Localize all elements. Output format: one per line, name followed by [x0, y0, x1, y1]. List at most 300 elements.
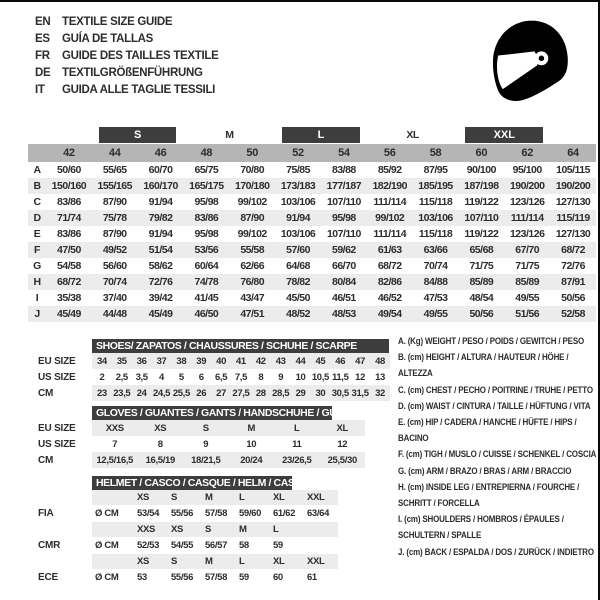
measurement-cell: 12 — [355, 371, 366, 383]
measurement-cell: 43/47 — [240, 292, 265, 304]
measurement-cell: 57/58 — [205, 508, 228, 519]
measurement-cell: 6 — [198, 371, 204, 383]
measurement-cell: 76/80 — [229, 274, 275, 290]
measurement-cell: 53/56 — [183, 242, 229, 258]
legend-item: A. (Kg) WEIGHT / PESO / POIDS / GEWITCH / PESO — [398, 336, 585, 347]
row-label: CM — [38, 454, 54, 466]
measurement-cell: 95/98 — [321, 210, 367, 226]
size-col-header: 56 — [367, 144, 413, 162]
measurement-cell: 16,5/19 — [138, 452, 184, 468]
table-title-row — [30, 405, 365, 420]
measurement-cell: 87/90 — [102, 196, 127, 208]
measurement-cell: L — [274, 420, 320, 436]
measurement-cell: 43 — [271, 353, 291, 369]
row-letter: E — [33, 228, 41, 240]
measurement-cell: 47 — [350, 353, 370, 369]
measurement-cell: 7,5 — [234, 371, 248, 383]
measurement-cell: 65/75 — [194, 164, 219, 176]
measurement-cell: 49/54 — [367, 306, 413, 322]
measurement-cell: 70/80 — [240, 164, 265, 176]
measurement-cell: 47/51 — [229, 306, 275, 322]
table-title-row — [30, 475, 338, 490]
measurement-cell: 58/62 — [148, 260, 173, 272]
row-letter: H — [28, 274, 46, 290]
measurement-cell: 24 — [132, 385, 152, 401]
measurement-cell: 87/90 — [229, 210, 275, 226]
measurement-cell: 54/55 — [171, 540, 194, 551]
size-group-band: XXL — [465, 127, 543, 143]
measurement-cell: 58 — [239, 540, 249, 551]
size-col-header: S — [168, 490, 202, 505]
measurement-cell: 44/48 — [92, 306, 138, 322]
title-text: TEXTILGRÖßENFÜHRUNG — [62, 67, 203, 79]
row-letter: D — [28, 210, 46, 226]
spacer-cell — [92, 490, 134, 505]
size-group-band: S — [99, 127, 177, 143]
size-col-header: XS — [168, 522, 202, 537]
row-label: US SIZE — [38, 371, 76, 383]
size-col-header: 58 — [413, 144, 459, 162]
shoes-size-table — [30, 338, 390, 401]
measurement-cell: XS — [138, 420, 184, 436]
size-group-XL: XL — [406, 129, 419, 141]
row-letter: A — [33, 164, 41, 176]
measurement-cell: 45 — [310, 353, 330, 369]
standard-value-row — [30, 537, 338, 554]
measurement-cell: 57/60 — [275, 242, 321, 258]
measurement-cell: 68/72 — [377, 260, 402, 272]
measurement-cell: 72/76 — [561, 260, 585, 272]
measurement-cell: 8 — [258, 371, 264, 383]
measurement-cell: 41 — [231, 353, 251, 369]
measurement-cell: 55/56 — [171, 508, 194, 519]
measurement-cell: 27,5 — [231, 385, 251, 401]
table-title-row — [30, 338, 390, 353]
helmet-size-table — [30, 475, 338, 586]
language-code: DE — [35, 67, 51, 79]
measurement-cell: 87/90 — [102, 228, 127, 240]
measurement-cell: 71/75 — [469, 260, 494, 272]
measurement-cell: 26 — [191, 385, 211, 401]
size-col-header: 44 — [92, 144, 138, 162]
spacer-cell — [92, 554, 134, 569]
measurement-cell: 42 — [251, 353, 271, 369]
size-col-header: 64 — [550, 144, 596, 162]
standard-size-row — [30, 490, 338, 505]
measurement-cell: 45/49 — [138, 306, 184, 322]
measurement-cell: 29 — [291, 385, 311, 401]
measurement-cell: 107/110 — [458, 210, 504, 226]
table-row — [28, 242, 596, 258]
language-code: EN — [35, 16, 51, 28]
measurement-cell: 45/50 — [286, 292, 310, 304]
spacer-cell — [30, 554, 92, 569]
measurement-cell: 53 — [137, 572, 147, 583]
measurement-cell: 35 — [112, 353, 132, 369]
measurement-cell: 90/100 — [466, 164, 496, 176]
size-group-spacer — [46, 126, 92, 144]
measurement-cell: 165/175 — [183, 178, 229, 194]
measurement-cell: 46/50 — [183, 306, 229, 322]
spacer-cell — [30, 405, 92, 420]
spacer-cell — [30, 338, 92, 353]
measurement-cell: 50/56 — [561, 292, 585, 304]
measurement-cell: 105/115 — [556, 164, 590, 176]
measurement-cell: 91/94 — [148, 196, 173, 208]
measurement-cell: 66/70 — [331, 260, 356, 272]
row-letter: G — [33, 260, 41, 272]
measurement-cell: 111/114 — [373, 228, 407, 240]
measurement-cell: 49/52 — [92, 242, 138, 258]
measurement-cell: 170/180 — [229, 178, 275, 194]
measurement-cell: 71/75 — [515, 260, 540, 272]
size-col-header: 48 — [183, 144, 229, 162]
spacer-cell — [30, 490, 92, 505]
measurement-cell: 7 — [112, 438, 118, 450]
measurement-cell: 103/106 — [280, 196, 316, 208]
measurement-cell: 28 — [251, 385, 271, 401]
measurement-cell: 55/65 — [102, 164, 127, 176]
measurement-cell: 68/72 — [550, 242, 596, 258]
measurement-cell: 12 — [337, 438, 348, 450]
measurement-cell: 20/24 — [229, 452, 275, 468]
size-group-spacer — [550, 126, 596, 144]
table-row — [28, 290, 596, 306]
measurement-cell: 80/84 — [321, 274, 367, 290]
measurement-cell: 48/52 — [275, 306, 321, 322]
measurement-cell: 47/53 — [423, 292, 448, 304]
measurement-cell: 115/119 — [550, 210, 596, 226]
measurement-cell: 63/66 — [413, 242, 459, 258]
measurement-cell: 49/55 — [515, 292, 540, 304]
measurement-cell: 56/57 — [205, 540, 228, 551]
measurement-cell: 6,5 — [215, 371, 228, 383]
table-title: HELMET / CASCO / CASQUE / HELM / CASCO — [92, 476, 292, 490]
measurement-cell: 115/118 — [418, 228, 453, 240]
table-row — [30, 369, 390, 385]
measurement-cell: 10,5 — [311, 371, 329, 383]
measurement-cell: 25,5 — [171, 385, 191, 401]
measurement-cell: 40 — [211, 353, 231, 369]
table-row — [28, 306, 596, 322]
measurement-cell: 103/106 — [413, 210, 459, 226]
measurement-cell: 41/45 — [194, 292, 219, 304]
measurement-cell: 65/68 — [458, 242, 504, 258]
measurement-cell: 2 — [99, 371, 105, 383]
measurement-cell: XL — [320, 420, 366, 436]
measurement-cell: 99/102 — [237, 228, 267, 240]
table-title: SHOES/ ZAPATOS / CHAUSSURES / SCHUHE / SCARPE — [92, 339, 389, 353]
measurement-cell: 37 — [152, 353, 172, 369]
size-col-header: 62 — [504, 144, 550, 162]
size-col-header: L — [236, 554, 270, 569]
title-text: GUIDA ALLE TAGLIE TESSILI — [62, 84, 216, 96]
measurement-cell: 123/126 — [509, 228, 545, 240]
measurement-cell: S — [183, 420, 229, 436]
measurement-cell: 64/68 — [286, 260, 310, 272]
measurement-cell: 190/200 — [550, 178, 596, 194]
measurement-cell: 55/56 — [171, 572, 194, 583]
measurement-cell: 99/102 — [367, 210, 413, 226]
unit-label: Ø CM — [95, 540, 119, 551]
row-letter: I — [35, 292, 39, 304]
measurement-cell: 99/102 — [237, 196, 267, 208]
measurement-cell: 75/85 — [286, 164, 310, 176]
size-group-L — [275, 126, 367, 144]
measurement-cell: 23,5 — [112, 385, 132, 401]
title-line — [35, 14, 219, 31]
measurement-cell: 70/74 — [92, 274, 138, 290]
table-row — [28, 178, 596, 194]
size-col-header: 46 — [138, 144, 184, 162]
measurement-cell: 56/60 — [102, 260, 127, 272]
measurement-cell: 51/54 — [138, 242, 184, 258]
measurement-cell: 2,5 — [115, 371, 128, 383]
measurement-cell: 27 — [211, 385, 231, 401]
standard-size-row — [30, 554, 338, 569]
measurement-cell: 84/88 — [413, 274, 459, 290]
measurement-cell: 48/54 — [469, 292, 494, 304]
measurement-cell: 9 — [278, 371, 284, 383]
measurement-cell: 61/63 — [367, 242, 413, 258]
measurement-cell: 60 — [273, 572, 283, 583]
title-block — [35, 14, 219, 99]
legend-item: B. (cm) HEIGHT / ALTURA / HAUTEUR / HÖHE / ALTEZZA — [398, 352, 569, 380]
measurement-cell: 45/49 — [46, 306, 92, 322]
measurement-cell: 185/195 — [413, 178, 459, 194]
measurement-cell: 182/190 — [367, 178, 413, 194]
measurement-cell: 127/130 — [555, 196, 591, 208]
measurement-cell: 10 — [295, 371, 306, 383]
measurement-cell: 111/114 — [504, 210, 550, 226]
table-row — [30, 385, 390, 401]
legend-item: H. (cm) INSIDE LEG / ENTREPIERNA / FOURCHE / SCHRITT / FORCELLA — [398, 481, 580, 510]
measurement-cell: 70/74 — [423, 260, 448, 272]
measurement-cell: 82/86 — [367, 274, 413, 290]
unit-label: Ø CM — [95, 572, 119, 583]
measurement-cell: 177/187 — [321, 178, 367, 194]
title-line — [35, 65, 219, 82]
size-number-row — [28, 144, 596, 162]
measurement-cell: 4 — [159, 371, 164, 383]
standard-label: CMR — [38, 540, 61, 551]
measurement-cell: 51/56 — [504, 306, 550, 322]
table-row — [28, 194, 596, 210]
size-group-band: L — [282, 127, 360, 143]
measurement-cell: 47/50 — [46, 242, 92, 258]
measurement-legend — [398, 334, 600, 561]
table-row — [28, 210, 596, 226]
legend-item: F. (cm) TIGH / MUSLO / CUISSE / SCHENKEL / COSCIA — [398, 449, 597, 461]
spacer-cell — [30, 522, 92, 537]
table-title-cell — [92, 475, 338, 490]
table-row — [30, 452, 365, 468]
corner-cell — [28, 144, 46, 162]
measurement-cell: 59 — [239, 572, 249, 583]
measurement-cell: 95/100 — [512, 164, 542, 176]
table-title-cell — [92, 405, 365, 420]
measurement-cell — [304, 537, 338, 554]
size-col-header: XS — [134, 554, 168, 569]
title-text: GUIDE DES TAILLES TEXTILE — [62, 50, 219, 62]
language-code: FR — [35, 50, 50, 62]
measurement-cell: 127/130 — [555, 228, 591, 240]
size-col-header: 52 — [275, 144, 321, 162]
measurement-cell: 49/55 — [413, 306, 459, 322]
standard-label: FIA — [38, 508, 54, 519]
measurement-cell: 187/198 — [458, 178, 504, 194]
measurement-cell: 67/70 — [504, 242, 550, 258]
language-code: IT — [35, 84, 45, 96]
measurement-cell: 50/60 — [57, 164, 81, 176]
measurement-cell: 91/94 — [275, 210, 321, 226]
row-letter: B — [28, 178, 46, 194]
measurement-cell: 83/86 — [183, 210, 229, 226]
measurement-cell: 79/82 — [138, 210, 184, 226]
measurement-cell: 9 — [203, 438, 209, 450]
measurement-cell: 5 — [178, 371, 184, 383]
measurement-cell: 71/74 — [46, 210, 92, 226]
measurement-cell: 23 — [92, 385, 112, 401]
measurement-cell: 50/56 — [458, 306, 504, 322]
measurement-cell: 34 — [92, 353, 112, 369]
measurement-cell: 119/122 — [464, 228, 499, 240]
measurement-cell: 155/165 — [92, 178, 138, 194]
measurement-cell: 61/62 — [273, 508, 296, 519]
measurement-cell: 91/94 — [148, 228, 173, 240]
measurement-cell: 60/70 — [148, 164, 173, 176]
measurement-cell: 48/53 — [321, 306, 367, 322]
measurement-cell: 111/114 — [373, 196, 407, 208]
measurement-cell: 13 — [375, 371, 385, 383]
measurement-cell: 75/78 — [92, 210, 138, 226]
measurement-cell: 78/82 — [275, 274, 321, 290]
size-col-header: M — [202, 490, 236, 505]
measurement-cell: 35/38 — [57, 292, 81, 304]
measurement-cell: 53/54 — [137, 508, 160, 519]
table-title-cell — [92, 338, 390, 353]
measurement-cell: 10 — [246, 438, 257, 450]
measurement-cell: 150/160 — [46, 178, 92, 194]
table-row — [30, 420, 365, 436]
measurement-cell: 48 — [370, 353, 390, 369]
row-label: EU SIZE — [38, 355, 76, 367]
measurement-cell: 25,5/30 — [320, 452, 366, 468]
measurement-cell: 44 — [291, 353, 311, 369]
measurement-cell: 38 — [171, 353, 191, 369]
measurement-cell: 190/200 — [504, 178, 550, 194]
measurement-cell: 87/91 — [550, 274, 596, 290]
measurement-cell: 23/26,5 — [274, 452, 320, 468]
size-col-header: S — [168, 554, 202, 569]
spacer-cell — [30, 475, 92, 490]
measurement-cell: 72/76 — [138, 274, 184, 290]
title-line — [35, 82, 219, 99]
measurement-cell: 83/86 — [57, 228, 81, 240]
title-line — [35, 48, 219, 65]
measurement-cell: 55/58 — [229, 242, 275, 258]
racing-helmet-icon — [483, 15, 575, 109]
measurement-cell: 119/122 — [464, 196, 499, 208]
measurement-cell: 95/98 — [194, 196, 219, 208]
measurement-cell: 8 — [157, 438, 163, 450]
size-col-header: 54 — [321, 144, 367, 162]
measurement-cell: 60/64 — [194, 260, 219, 272]
measurement-cell: 18/21,5 — [183, 452, 229, 468]
measurement-cell: 103/106 — [280, 228, 316, 240]
unit-label: Ø CM — [95, 508, 119, 519]
size-col-header: M — [236, 522, 270, 537]
row-letter: C — [33, 196, 41, 208]
measurement-cell: 85/92 — [377, 164, 402, 176]
size-col-header — [304, 522, 338, 537]
measurement-cell: 83/86 — [57, 196, 81, 208]
measurement-cell: 52/58 — [550, 306, 596, 322]
measurement-cell: 59/60 — [239, 508, 262, 519]
measurement-cell: 83/88 — [331, 164, 356, 176]
title-line — [35, 31, 219, 48]
measurement-cell: 24,5 — [152, 385, 172, 401]
table-row — [28, 162, 596, 178]
size-col-header: 60 — [458, 144, 504, 162]
size-col-header: XXL — [304, 554, 338, 569]
legend-item: I. (cm) SHOULDERS / HOMBROS / ÉPAULES / SCHULTERN / SPALLE — [398, 514, 564, 542]
size-col-header: XL — [270, 490, 304, 505]
measurement-cell: 74/78 — [183, 274, 229, 290]
measurement-cell: 107/110 — [326, 228, 361, 240]
measurement-cell: 63/64 — [307, 508, 330, 519]
table-row — [30, 436, 365, 452]
table-row — [28, 274, 596, 290]
table-title: GLOVES / GUANTES / GANTS / HANDSCHUHE / GUANTI — [92, 406, 332, 420]
legend-item: D. (cm) WAIST / CINTURA / TAILLE / HÜFTUNG / VITA — [398, 400, 591, 412]
measurement-cell: 95/98 — [194, 228, 219, 240]
legend-item: G. (cm) ARM / BRAZO / BRAS / ARM / BRACCIO — [398, 465, 572, 477]
measurement-cell: 46 — [330, 353, 350, 369]
measurement-cell: 11 — [292, 438, 302, 450]
table-row — [28, 226, 596, 242]
legend-item: C. (cm) CHEST / PECHO / POITRINE / TRUHE / PETTO — [398, 384, 593, 396]
measurement-cell: 61 — [307, 572, 317, 583]
measurement-cell: 87/95 — [423, 164, 448, 176]
size-group-S — [92, 126, 184, 144]
row-label: EU SIZE — [38, 422, 76, 434]
measurement-cell: 28,5 — [271, 385, 291, 401]
size-group-row — [28, 126, 596, 144]
standard-value-row — [30, 569, 338, 586]
size-group-M: M — [225, 129, 234, 141]
size-col-header: M — [202, 554, 236, 569]
measurement-cell: 37/40 — [102, 292, 127, 304]
measurement-cell: 3,5 — [135, 371, 148, 383]
main-size-table — [28, 126, 596, 322]
size-col-header: 42 — [46, 144, 92, 162]
measurement-cell: 107/110 — [326, 196, 361, 208]
size-group-XXL — [458, 126, 550, 144]
row-label: US SIZE — [38, 438, 76, 450]
title-text: GUÍA DE TALLAS — [62, 33, 153, 45]
measurement-cell: M — [229, 420, 275, 436]
standard-value-row — [30, 505, 338, 522]
measurement-cell: 54/58 — [57, 260, 81, 272]
measurement-cell: 12,5/16,5 — [92, 452, 138, 468]
measurement-cell: 160/170 — [138, 178, 184, 194]
measurement-cell: 36 — [132, 353, 152, 369]
row-letter: F — [28, 242, 46, 258]
measurement-cell: 59 — [273, 540, 283, 551]
size-col-header: XS — [134, 490, 168, 505]
table-row — [28, 258, 596, 274]
